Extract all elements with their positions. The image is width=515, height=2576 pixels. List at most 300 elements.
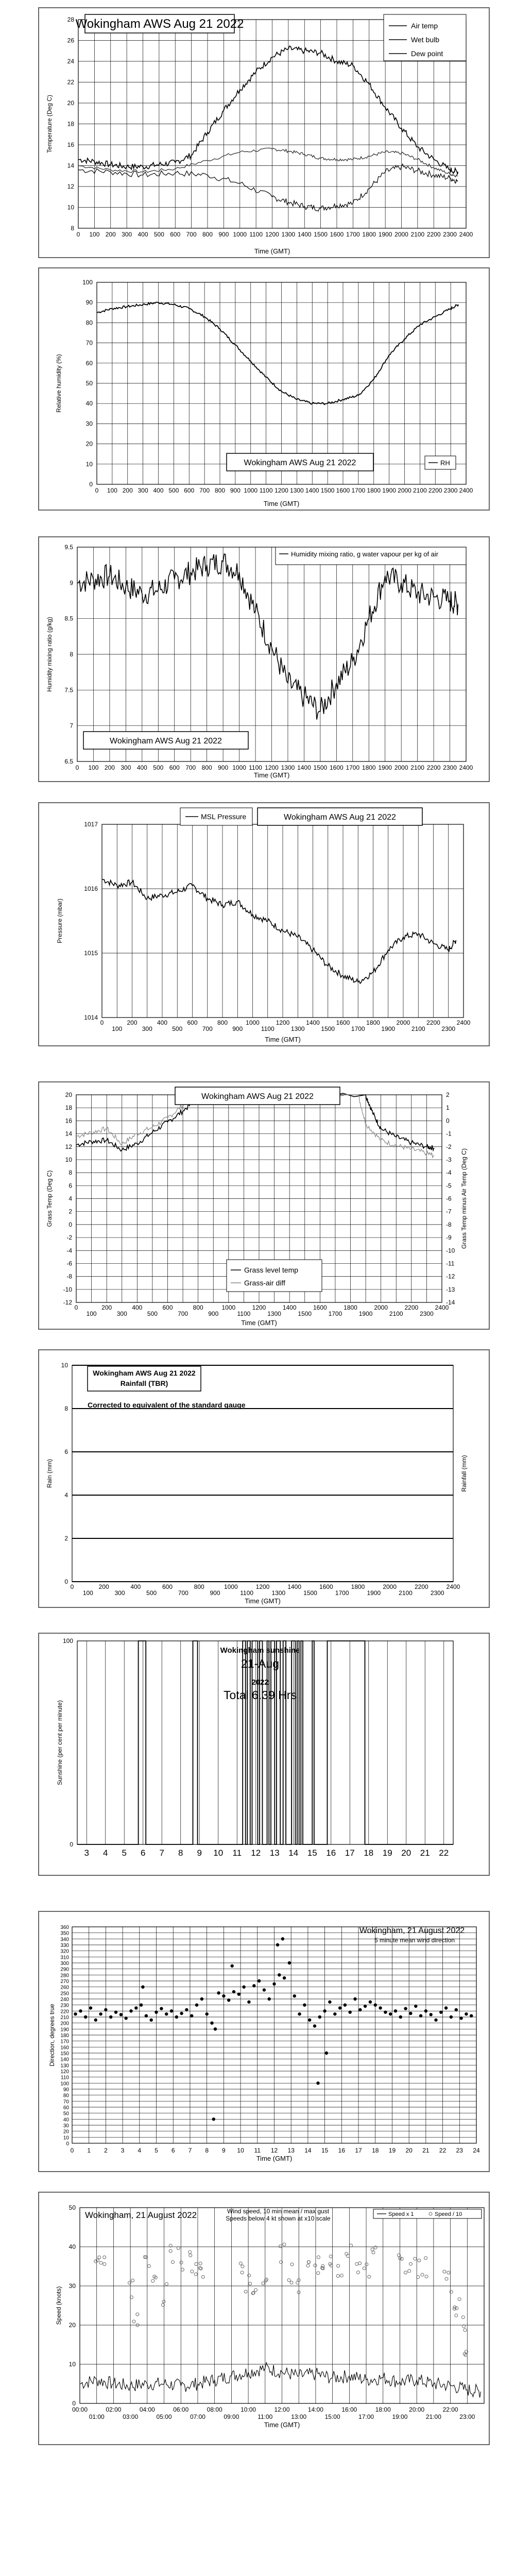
wind-direction-point	[384, 2011, 387, 2014]
x-tick-label: 1700	[351, 487, 366, 494]
x-tick-label: 1000	[246, 1019, 260, 1026]
x-tick-label: 2400	[459, 487, 473, 494]
chart-title: Wokingham, 21 August 2022	[85, 2210, 197, 2220]
y-tick-label: 20	[65, 1091, 72, 1098]
x-tick-label-top: 10:00	[241, 2406, 256, 2413]
y-tick-label: 140	[60, 2057, 69, 2063]
x-tick-label: 200	[127, 1019, 138, 1026]
y-tick-label: 8.5	[64, 615, 73, 622]
x-tick-label: 1500	[320, 487, 335, 494]
chart-title: Wokingham AWS Aug 21 2022	[201, 1092, 314, 1101]
x-tick-label: 1800	[366, 1019, 380, 1026]
wind-direction-point	[145, 2014, 148, 2018]
x-tick-label-top: 16:00	[341, 2406, 357, 2413]
y-tick-label: 80	[63, 2093, 69, 2099]
x-tick-label: 5	[122, 1848, 127, 1858]
x-tick-label-bottom: 19:00	[392, 2413, 408, 2420]
x-tick-label: 10	[237, 2147, 244, 2154]
x-tick-label-bottom: 07:00	[190, 2413, 205, 2420]
y-tick-label: 2	[68, 1208, 72, 1215]
x-tick-label: 100	[88, 764, 99, 771]
x-tick-label: 900	[210, 1589, 220, 1597]
x-tick-label: 1900	[381, 1025, 396, 1032]
x-tick-label: 9	[197, 1848, 202, 1858]
x-tick-label: 13	[287, 2147, 295, 2154]
x-tick-label: 1400	[305, 487, 319, 494]
chart-title: Wokingham AWS Aug 21 2022	[284, 812, 396, 822]
x-axis-title: Time (GMT)	[253, 771, 290, 779]
y-tick-label: 50	[63, 2111, 69, 2117]
y2-axis-title: Grass Temp minus Air Temp (Deg C)	[460, 1148, 468, 1249]
x-tick-label: 1400	[297, 231, 312, 238]
wind-direction-point	[231, 1964, 234, 1968]
x-tick-label: 900	[208, 1310, 219, 1317]
x-tick-label: 1100	[249, 764, 262, 771]
x-tick-label: 0	[74, 1304, 78, 1311]
x-tick-label: 400	[138, 231, 148, 238]
wind-direction-point	[409, 2012, 412, 2015]
y-tick-label: 150	[60, 2051, 69, 2057]
wind-direction-point	[165, 2012, 168, 2015]
y-tick-label: 10	[63, 2135, 69, 2141]
wind-direction-point	[79, 2009, 82, 2012]
x-tick-label: 2200	[426, 1019, 440, 1026]
y-tick-label: 130	[60, 2063, 69, 2069]
x-tick-label-bottom: 01:00	[89, 2413, 105, 2420]
wind-direction-point	[318, 2015, 321, 2019]
x-tick-label: 4	[103, 1848, 108, 1858]
y-tick-label: 10	[65, 1156, 72, 1163]
y-tick-label: 40	[85, 400, 93, 408]
x-tick-label: 1800	[362, 764, 376, 771]
x-tick-label: 1800	[367, 487, 381, 494]
wind-direction-point	[323, 2009, 326, 2012]
x-tick-label: 200	[101, 1304, 112, 1311]
wind-direction-point	[227, 1998, 230, 2002]
y-tick-label: 4	[64, 1492, 68, 1499]
y-tick-label: 9.5	[64, 544, 73, 551]
chart-date: 21-Aug	[241, 1657, 280, 1670]
x-tick-label: 14	[304, 2147, 312, 2154]
x-tick-label: 15	[307, 1848, 317, 1858]
x-tick-label-bottom: 23:00	[459, 2413, 475, 2420]
wind-direction-point	[104, 2008, 107, 2011]
y-tick-label: 18	[65, 1104, 72, 1112]
y-tick-label: 20	[68, 2321, 76, 2329]
y-tick-label: 7.5	[64, 686, 73, 694]
y-tick-label: 90	[85, 299, 93, 307]
y-tick-label: 6	[68, 1182, 72, 1190]
wind-direction-point	[394, 2009, 397, 2012]
plot-area-rain	[72, 1365, 453, 1582]
y-tick-label: 1015	[84, 950, 98, 957]
x-tick-label: 400	[130, 1583, 141, 1590]
x-tick-label-bottom: 09:00	[224, 2413, 239, 2420]
x-tick-label: 11	[254, 2147, 261, 2154]
x-tick-label: 1000	[221, 1304, 236, 1311]
x-tick-label: 1300	[281, 764, 295, 771]
x-tick-label: 1	[87, 2147, 91, 2154]
wind-direction-point	[313, 2024, 316, 2027]
wind-direction-point	[308, 2019, 311, 2022]
x-tick-label-bottom: 11:00	[258, 2413, 273, 2420]
x-tick-label: 8	[205, 2147, 209, 2154]
wind-direction-point	[210, 2022, 213, 2025]
y-tick-label: 310	[60, 1955, 69, 1961]
y-tick-label: 10	[61, 1362, 68, 1369]
wind-direction-point	[283, 1976, 286, 1979]
y2-tick-label: -4	[446, 1169, 452, 1177]
y2-tick-label: -11	[446, 1260, 455, 1267]
x-tick-label: 800	[214, 487, 226, 494]
y-tick-label: 6.5	[64, 758, 73, 765]
legend-label: Air temp	[411, 22, 438, 30]
x-tick-label: 2200	[414, 1583, 428, 1590]
y2-tick-label: 1	[446, 1104, 450, 1112]
x-tick-label: 1100	[240, 1589, 254, 1597]
y-tick-label: 12	[67, 183, 74, 190]
y-tick-label: 20	[63, 2129, 69, 2135]
y-tick-label: 100	[62, 1637, 73, 1645]
wind-direction-point	[349, 2011, 352, 2014]
y-axis-title: Rain (mm)	[46, 1459, 53, 1488]
y-tick-label: 7	[70, 722, 73, 730]
x-tick-label: 100	[112, 1025, 123, 1032]
x-tick-label: 600	[187, 1019, 198, 1026]
wind-direction-point	[328, 2001, 331, 2004]
x-tick-label: 1900	[378, 764, 392, 771]
x-tick-label: 2400	[456, 1019, 471, 1026]
wind-direction-point	[424, 2009, 427, 2012]
chart-note: Speeds below 4 kt shown at x10 scale	[226, 2215, 331, 2222]
x-tick-label: 23	[456, 2147, 463, 2154]
x-tick-label: 1600	[330, 231, 344, 238]
x-tick-label: 2000	[394, 231, 408, 238]
x-tick-label: 800	[217, 1019, 228, 1026]
x-tick-label: 1600	[336, 487, 350, 494]
x-axis-title: Time (GMT)	[264, 2421, 300, 2429]
x-tick-label: 2100	[413, 487, 427, 494]
x-tick-label-top: 18:00	[375, 2406, 391, 2413]
chart-title: Wokingham AWS Aug 21 2022	[244, 458, 356, 467]
x-tick-label: 1500	[298, 1310, 312, 1317]
wind-direction-point	[232, 1990, 235, 1993]
x-tick-label: 1500	[321, 1025, 335, 1032]
x-tick-label: 1900	[358, 1310, 373, 1317]
x-tick-label: 1900	[367, 1589, 381, 1597]
chart-title: Wokingham, 21 August 2022	[359, 1926, 465, 1935]
x-tick-label-top: 02:00	[106, 2406, 122, 2413]
x-tick-label: 2200	[426, 764, 441, 771]
x-tick-label: 600	[162, 1583, 173, 1590]
x-tick-label: 500	[147, 1310, 158, 1317]
x-tick-label: 200	[104, 764, 115, 771]
y-tick-label: 0	[64, 1578, 68, 1585]
y-tick-label: 120	[60, 2069, 69, 2075]
wind-direction-point	[125, 2016, 128, 2020]
x-tick-label-top: 20:00	[409, 2406, 425, 2413]
x-tick-label: 300	[142, 1025, 152, 1032]
y-tick-label: 16	[67, 141, 74, 148]
y-tick-label: 90	[63, 2087, 69, 2093]
wind-direction-point	[109, 2015, 112, 2019]
x-tick-label: 2000	[398, 487, 411, 494]
x-tick-label: 2100	[399, 1589, 413, 1597]
x-tick-label: 300	[114, 1589, 125, 1597]
wind-direction-point	[303, 2004, 306, 2007]
x-tick-label: 11	[232, 1848, 242, 1858]
y2-tick-label: -5	[446, 1182, 452, 1190]
chart-subtitle: Wind speed, 10 min mean / max gust	[227, 2208, 330, 2215]
y2-tick-label: -2	[446, 1143, 452, 1150]
x-tick-label: 700	[186, 231, 197, 238]
x-tick-label: 16	[338, 2147, 346, 2154]
wind-direction-point	[399, 2015, 402, 2019]
wind-direction-point	[414, 2005, 417, 2008]
y-tick-label: 30	[85, 420, 93, 428]
y2-tick-label: -8	[446, 1221, 452, 1228]
y-tick-label: 0	[68, 1221, 72, 1228]
y-tick-label: 8	[68, 1169, 72, 1177]
wind-direction-point	[281, 1937, 284, 1940]
x-tick-label: 1600	[313, 1304, 327, 1311]
y-tick-label: 350	[60, 1930, 69, 1937]
wind-direction-point	[439, 2011, 442, 2014]
wind-direction-point	[293, 1994, 296, 1997]
legend-label: Speed x 1	[388, 2211, 414, 2217]
x-tick-label: 2400	[459, 764, 473, 771]
x-tick-label: 1400	[306, 1019, 320, 1026]
wind-direction-point	[288, 1961, 291, 1964]
x-tick-label: 200	[122, 487, 133, 494]
x-tick-label: 0	[70, 2147, 74, 2154]
x-tick-label: 500	[153, 764, 164, 771]
y-tick-label: 290	[60, 1967, 69, 1973]
wind-direction-point	[430, 2013, 433, 2016]
x-tick-label: 500	[153, 231, 164, 238]
wind-direction-point	[455, 2008, 458, 2011]
x-tick-label: 800	[193, 1304, 203, 1311]
x-tick-label: 7	[159, 1848, 164, 1858]
x-tick-label: 18	[372, 2147, 379, 2154]
y2-tick-label: -1	[446, 1130, 452, 1138]
y-axis-title: Direction, degrees true	[48, 2004, 56, 2066]
wind-direction-point	[205, 2012, 209, 2015]
y-axis-title: Speed (knots)	[55, 2286, 62, 2325]
y-tick-label: 40	[63, 2117, 69, 2123]
x-tick-label: 0	[76, 231, 80, 238]
x-tick-label: 1300	[290, 487, 304, 494]
x-tick-label: 2300	[420, 1310, 434, 1317]
y-tick-label: 8	[70, 651, 73, 658]
x-tick-label: 100	[86, 1310, 97, 1317]
y-tick-label: 0	[70, 1841, 73, 1848]
wind-direction-point	[247, 2001, 250, 2004]
x-tick-label: 500	[168, 487, 179, 494]
wind-direction-point	[364, 2005, 367, 2008]
x-tick-label: 21	[420, 1848, 430, 1858]
x-tick-label: 16	[326, 1848, 336, 1858]
x-axis-title: Time (GMT)	[256, 2155, 293, 2162]
x-tick-label: 6	[141, 1848, 146, 1858]
y-axis-title: Relative humidity (%)	[55, 354, 62, 413]
y-tick-label: 60	[85, 359, 93, 367]
x-tick-label: 3	[84, 1848, 89, 1858]
x-tick-label: 900	[230, 487, 241, 494]
x-tick-label: 2100	[389, 1310, 403, 1317]
y-tick-label: 60	[63, 2105, 69, 2111]
y-axis-title: Temperature (Deg C)	[46, 95, 53, 153]
x-tick-label: 8	[178, 1848, 183, 1858]
x-tick-label: 600	[170, 231, 181, 238]
x-tick-label: 800	[201, 764, 212, 771]
x-tick-label: 2	[104, 2147, 108, 2154]
x-tick-label: 1700	[346, 764, 360, 771]
x-tick-label: 24	[473, 2147, 480, 2154]
x-tick-label: 6	[171, 2147, 175, 2154]
y-tick-label: 110	[61, 2075, 69, 2081]
y-tick-label: 210	[60, 2015, 69, 2021]
legend-label: Grass level temp	[244, 1266, 299, 1274]
y-tick-label: -10	[63, 1285, 72, 1293]
x-tick-label: 700	[199, 487, 210, 494]
y2-tick-label: 0	[446, 1117, 450, 1125]
y-tick-label: 190	[60, 2027, 69, 2033]
x-tick-label: 700	[202, 1025, 213, 1032]
legend-label: Speed / 10	[435, 2211, 462, 2217]
wind-direction-point	[74, 2012, 77, 2015]
x-tick-label-top: 08:00	[207, 2406, 222, 2413]
chart-year: 2022	[251, 1678, 269, 1687]
y-tick-label: 230	[60, 2003, 69, 2009]
x-tick-label: 0	[100, 1019, 104, 1026]
y-tick-label: 100	[60, 2081, 69, 2087]
chart-total: Total 6.39 Hrs	[224, 1688, 297, 1702]
y-tick-label: 24	[67, 58, 74, 65]
x-tick-label: 1100	[249, 231, 263, 238]
wind-direction-point	[89, 2006, 92, 2009]
chart-note: Corrected to equivalent of the standard gauge	[88, 1401, 246, 1409]
x-tick-label: 20	[401, 1848, 411, 1858]
x-tick-label-top: 00:00	[72, 2406, 88, 2413]
x-tick-label-top: 04:00	[139, 2406, 155, 2413]
x-tick-label-top: 12:00	[274, 2406, 290, 2413]
x-tick-label: 1200	[265, 231, 279, 238]
x-axis-title: Time (GMT)	[265, 1036, 301, 1043]
x-tick-label: 1900	[382, 487, 396, 494]
x-tick-label: 1500	[303, 1589, 317, 1597]
x-tick-label: 14	[288, 1848, 299, 1858]
x-tick-label: 4	[138, 2147, 142, 2154]
y-tick-label: 2	[64, 1535, 68, 1542]
y-axis-title: Sunshine (per cent per minute)	[56, 1700, 63, 1785]
y-tick-label: 16	[65, 1117, 72, 1125]
wind-direction-point	[369, 2001, 372, 2004]
wind-direction-point	[278, 1973, 281, 1976]
y-axis-title: Pressure (mbar)	[56, 899, 63, 943]
x-tick-label: 0	[95, 487, 99, 494]
wind-direction-point	[338, 2006, 341, 2009]
x-tick-label: 19	[388, 2147, 396, 2154]
wind-direction-point	[268, 1997, 271, 2001]
wind-direction-point	[333, 2012, 336, 2015]
plot-area-sun	[77, 1641, 453, 1844]
x-tick-label: 100	[82, 1589, 93, 1597]
wind-direction-point	[160, 2007, 163, 2010]
y2-tick-label: -13	[446, 1285, 455, 1293]
x-tick-label: 400	[132, 1304, 143, 1311]
wind-direction-point	[214, 2027, 217, 2030]
y-tick-label: 360	[60, 1925, 69, 1930]
x-tick-label: 1600	[319, 1583, 333, 1590]
x-tick-label: 1200	[252, 1304, 266, 1311]
y-tick-label: 10	[68, 2361, 76, 2368]
x-tick-label: 12	[251, 1848, 261, 1858]
legend-label: Wet bulb	[411, 36, 439, 44]
y-tick-label: 330	[60, 1943, 69, 1948]
x-tick-label: 1100	[261, 1025, 274, 1032]
y-tick-label: 1016	[84, 885, 98, 892]
x-tick-label: 1600	[336, 1019, 350, 1026]
x-tick-label: 300	[138, 487, 148, 494]
wind-direction-point	[353, 1997, 356, 2001]
wind-direction-point	[190, 2014, 193, 2018]
wind-direction-point	[217, 1991, 220, 1994]
chart-title: Wokingham sunshine	[220, 1646, 300, 1655]
x-tick-label: 400	[153, 487, 164, 494]
y-tick-label: 70	[63, 2099, 69, 2105]
x-tick-label: 10	[213, 1848, 224, 1858]
y-tick-label: 340	[60, 1937, 69, 1943]
x-axis-title: Time (GMT)	[245, 1597, 281, 1605]
wind-direction-point	[99, 2012, 102, 2015]
wind-direction-point	[222, 1994, 225, 1997]
y-tick-label: 100	[82, 279, 93, 286]
y2-tick-label: -14	[446, 1299, 455, 1306]
x-tick-label-top: 14:00	[307, 2406, 323, 2413]
x-tick-label: 2000	[396, 1019, 410, 1026]
x-tick-label: 2100	[411, 1025, 425, 1032]
x-axis-title: Time (GMT)	[263, 500, 300, 507]
x-tick-label: 1000	[232, 764, 246, 771]
x-tick-label: 1300	[271, 1589, 286, 1597]
y-tick-label: 320	[60, 1948, 69, 1955]
x-tick-label: 2100	[410, 231, 425, 238]
x-tick-label: 2000	[374, 1304, 388, 1311]
y-tick-label: -6	[66, 1260, 72, 1267]
x-tick-label: 3	[121, 2147, 125, 2154]
x-tick-label: 700	[178, 1310, 188, 1317]
y-tick-label: 8	[71, 225, 74, 232]
wind-direction-point	[200, 1997, 203, 2001]
wind-direction-point	[263, 1988, 266, 1991]
wind-direction-point	[150, 2019, 153, 2022]
y-tick-label: 300	[60, 1961, 69, 1967]
x-tick-label-bottom: 05:00	[156, 2413, 172, 2420]
y2-axis-title: Rainfall (mm)	[460, 1455, 468, 1492]
y-tick-label: 4	[68, 1195, 72, 1202]
wind-direction-point	[444, 2006, 448, 2009]
x-tick-label: 600	[169, 764, 180, 771]
y-tick-label: 20	[67, 99, 74, 107]
x-tick-label: 1800	[351, 1583, 365, 1590]
x-tick-label: 2300	[441, 1025, 456, 1032]
x-tick-label: 2300	[443, 487, 458, 494]
x-tick-label: 1600	[329, 764, 344, 771]
x-tick-label: 2300	[430, 1589, 444, 1597]
x-tick-label: 500	[172, 1025, 183, 1032]
x-tick-label: 1300	[267, 1310, 281, 1317]
